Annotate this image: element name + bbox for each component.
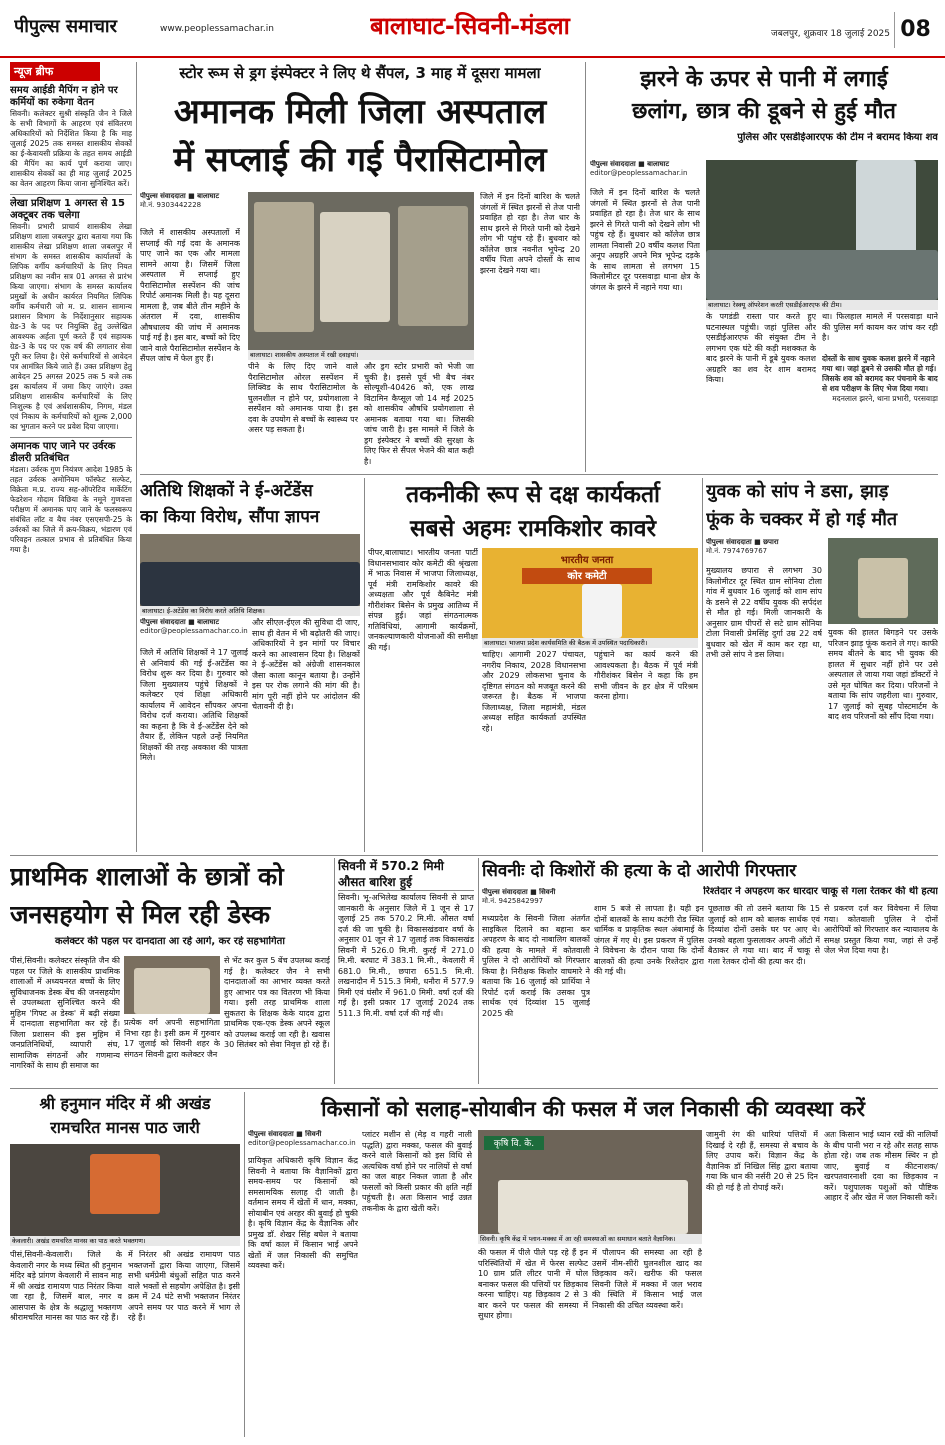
farmers-col-2: प्लांटर मशीन से (मेड़ व गहरी नाली पद्धति) द्वारा मक्का, फसल की बुवाई करने वाले किसानों को इस विधि से अत्यधिक वर्षा होने पर नालियों से वर्षा का जल बाहर निकल जाता है और फसलों को किसी प्रकार की क्षति नहीं पहुंचती है। अतः किसान भाई उन्नत तकनीक के द्वारा खेती करें। <box>362 1130 472 1213</box>
hanuman-photo <box>10 1144 240 1236</box>
hanuman-photo-caption: केवलारी। अखंड रामचरित मानस का पाठ करते भक्तगण। <box>10 1236 240 1246</box>
murder-col-3: से प्रकरण दर्ज कर विवेचना में लिया गया। कोतवाली पुलिस ने दोनों आरोपियों को गिरफ्तार कर न्यायालय के समक्ष प्रस्तुत किया गया, जहां से उन्हें जेल भेज दिया गया है। <box>824 904 938 955</box>
kawre-banner-2: कोर कमेटी <box>522 568 652 584</box>
waterfall-col-3: के पगडंडी रास्ता पार करते हुए घटनास्थल पहुंची। जहां पुलिस और एसडीईआरएफ की संयुक्त टीम ने लगभग एक घंटे की कड़ी मशक्कत के बाद झरने के पानी में डूबे युवक कलश अग्रहरि का शव देर शाम बरामद किया। <box>706 312 816 384</box>
snake-byline: पीपुल्स संवाददाता ■ छपारा मो.नं. 7974769767 <box>706 538 779 555</box>
farmers-col-6: अतः किसान भाई ध्यान रखें की नालियों के बीच पानी भरा न रहे और सतह साफ होता रहे। जब तक मौसम स्थिर न हो जाए, बुवाई व कीटनाशक/खरपतवारनाशी दवा का छिड़काव न करें। पशुपालक पशुओं को पौष्टिक आहार दें और खेत में जल निकासी करें। <box>824 1130 938 1202</box>
dateline: जबलपुर, शुक्रवार 18 जुलाई 2025 <box>771 29 890 39</box>
brand-logo: पीपुल्स समाचार <box>14 16 117 37</box>
desks-col-2: प्रत्येक वर्ग अपनी सहभागिता निभा रहा है। इसी क्रम में गुरुवार 17 जुलाई को सिवनी शहर के संगठन सिवनी द्वारा कलेक्टर जैन <box>124 1018 220 1059</box>
teachers-photo-caption: बालाघाट। ई-अटेंडेंस का विरोध करते अतिथि शिक्षक। <box>140 606 360 616</box>
divider <box>244 1092 245 1437</box>
snake-headline-1: युवक को सांप ने डसा, झाड़ <box>706 481 889 502</box>
hanuman-headline-2: रामचरित मानस पाठ जारी <box>50 1118 200 1137</box>
teachers-photo <box>140 534 360 606</box>
desks-headline-2: जनसहयोग से मिल रही डेस्क <box>10 900 271 929</box>
farmers-headline: किसानों को सलाह-सोयाबीन की फसल में जल निकासी की व्यवस्था करें <box>321 1097 865 1121</box>
farmers-photo <box>478 1130 702 1234</box>
brief-title: लेखा प्रशिक्षण 1 अगस्त से 15 अक्टूबर तक चलेगा <box>10 198 125 221</box>
waterfall-headline-1: झरने के ऊपर से पानी में लगाई <box>640 67 888 92</box>
hanuman-col-1: पीसं,सिवनी-केवलारी। जिले के केवलारी नगर के मध्य स्थित श्री हनुमान मंदिर बड़े प्रांगण केवलारी में सावन माह में श्री अखंड रामायण पाठ निरंतर किया जा रहा है, जिसमें बाल, नगर व आसपास के क्षेत्र के श्रद्धालु भक्तगण श्रीरामचरित मानस का पाठ कर रहे हैं। <box>10 1250 122 1322</box>
divider <box>10 855 938 856</box>
page-number: 08 <box>894 12 936 48</box>
divider <box>140 474 938 475</box>
lead-photo <box>248 192 474 350</box>
murder-subhead: रिश्तेदार ने अपहरण कर धारदार चाकू से गला रेतकर की थी हत्या <box>703 886 938 897</box>
murder-headline: सिवनीः दो किशोरों की हत्या के दो आरोपी गिरफ्तार <box>482 861 797 881</box>
teachers-col-1: जिले में अतिथि शिक्षकों ने 17 जुलाई से अनिवार्य की गई ई-अटेंडेंस का विरोध शुरू कर दिया है। गुरुवार को जिला मुख्यालय पहुंचे शिक्षकों ने कलेक्टर एवं शिक्षा अधिकारी कार्यालय में आवेदन सौंपकर अपना विरोध दर्ज कराया। अतिथि शिक्षकों का कहना है कि वे ई-अटेंडेंस देने को तैयार हैं, लेकिन पहले उन्हें नियमित शिक्षकों की तरह अवकाश की पात्रता मिले। <box>140 648 248 762</box>
lead-photo-caption: बालाघाट। शासकीय अस्पताल में रखी दवाइयां। <box>248 350 474 360</box>
brief-body: सिवनी। प्रभारी प्राचार्य शासकीय लेखा प्रशिक्षण शाला जबलपुर द्वारा बताया गया कि शासकीय लेखा प्रशिक्षण शाला जबलपुर में संभाग के समस्त शासकीय कार्यालयों के लिपिक वर्गीय कर्मचारियों के लिए नियत प्रशिक्षण का नवीन सत्र 01 अगस्त से प्रारंभ किया जाएगा। संभाग के समस्त कार्यालय प्रमुखों के अधीन कार्यरत नियमित लिपिक वर्गीय कर्मचारी जो म. प्र. शासन सामान्य प्रशासन विभाग के निर्देशानुसार सहायक ग्रेड-3 के पद पर नियुक्ति हेतु उल्लेखित आवश्यक अर्हता पूर्ण करते हैं एवं सहायक ग्रेड-3 के पद पर एक वर्ष की लगातार सेवा पूरी कर लिया है। ऐसे कर्मचारियों से आवेदन पत्र आमंत्रित किये जाते हैं। उक्त प्रशिक्षण हेतु आवेदन 25 अगस्त 2025 तक 5 बजे तक इस कार्यालय में जमा किए जाएंगे। उक्त प्रशिक्षण शासकीय कर्मचारियों के लिए निःशुल्क है एवं अर्धशासकीय, निगम, मंडल एवं निकाय के कर्मचारियों को शुल्क 2,000 का भुगतान करने पर प्रवेश दिया जाएगा। <box>10 222 132 431</box>
brief-body: सिवनी। कलेक्टर सुश्री संस्कृति जैन ने जिले के सभी विभागों के आहरण एवं संवितरण अधिकारियों को निर्देशित किया है कि माह जुलाई 2025 तक समस्त शासकीय सेवकों का ई-केवायसी प्रक्रिया के तहत समय आईडी की मैपिंग का कार्य पूर्ण कराया जाए। शासकीय सेवकों का ही माह जुलाई 2025 का वेतन आहरण किया जाना सुनिश्चित करें। <box>10 109 132 188</box>
murder-byline: पीपुल्स संवाददाता ■ सिवनी मो.नं. 9425842997 <box>482 888 556 905</box>
kawre-headline-2: सबसे अहमः रामकिशोर कावरे <box>410 516 656 542</box>
divider <box>334 858 335 1084</box>
snake-col-2: युवक की हालत बिगड़ने पर उसके परिजन झाड़ फूंक कराने ले गए। काफी समय बीतने के बाद भी युवक की हालत में सुधार नहीं होने पर उसे अस्पताल ले जाया गया जहां डॉक्टरों ने उसे मृत घोषित कर दिया। परिजनों ने बताया कि सांप जहरीला था। गुरुवार, 17 जुलाई को सुबह पोस्टमार्टम के बाद शव परिजनों को सौंप दिया गया। <box>828 628 938 721</box>
farmers-col-1: प्रायिकृत अधिकारी कृषि विज्ञान केंद्र सिवनी ने बताया कि वैज्ञानिकों द्वारा समय-समय पर किसानों को समसामयिक सलाह दी जाती है। वर्तमान समय में खेतों में धान, मक्का, सोयाबीन एवं अरहर की बुवाई हो चुकी है। कृषि विज्ञान केंद्र के वैज्ञानिक और प्रमुख डॉ. शेखर सिंह बघेल ने बताया कि वर्षा काल में किसान भाई अपने खेतों में जल निकासी की समुचित व्यवस्था करें। <box>248 1156 358 1270</box>
kawre-headline-1: तकनीकी रूप से दक्ष कार्यकर्ता <box>405 482 661 508</box>
byline: पीपुल्स संवाददाता ■ बालाघाट <box>140 192 219 200</box>
news-brief-label: न्यूज ब्रीफ <box>10 62 100 81</box>
teachers-col-2: और सीएल-ईएल की सुविधा दी जाए, साथ ही वेतन में भी बढ़ोतरी की जाए। अधिकारियों ने इन मांगों पर विचार करने का आश्वासन दिया है। शिक्षकों ने ई-अटेंडेंस को अंग्रेजी शासनकाल जैसा काला कानून बताया है। उन्होंने इस पर रोक लगाने की मांग की है। मांग पूरी नहीं होने पर आंदोलन की चेतावनी दी है। <box>252 618 360 711</box>
desks-headline-1: प्राथमिक शालाओं के छात्रों को <box>10 862 284 891</box>
divider <box>364 478 365 852</box>
snake-photo <box>828 538 938 624</box>
desks-col-1: पीसं,सिवनी। कलेक्टर संस्कृति जैन की पहल पर जिले के शासकीय प्राथमिक शालाओं में अध्ययनरत बच्चों के लिए सुविधाजनक डेस्क बेंच की जनसहयोग से उपलब्धता सुनिश्चित करने की मुहिम 'गिफ्ट अ डेस्क' में बढ़ी संख्या में दानदाता सहभागिता कर रहे हैं। जिला प्रशासन की इस मुहिम में जनप्रतिनिधियों, व्यापारी संघ, सामाजिक संगठनों और गणमान्य नागरिकों के साथ ही समाज का <box>10 956 120 1070</box>
brief-item <box>10 437 132 555</box>
kawre-banner: भारतीय जनता <box>560 555 614 566</box>
brief-item <box>10 194 132 432</box>
farmers-col-4: में पौलापन की समस्या आ रही है उसमें नीम-सीरी घुलनशील खाद का छिड़काव करें। खरीफ की फसल सिवनी जिले में मक्का में जल भराव की स्थिति में किसान भाई जल निकासी की उचित व्यवस्था करें। <box>592 1248 702 1310</box>
masthead <box>0 0 945 58</box>
farmers-col-5: जामुनी रंग की धारियां पत्तियों में दिखाई दे रही हैं, समस्या से बचाव के लिए उपाय करें। विज्ञान केंद्र के वैज्ञानिक डॉ निखिल सिंह द्वारा बताया गया कि धान की नर्सरी 20 से 25 दिन की हो गई है तो रोपाई करें। <box>706 1130 818 1192</box>
divider <box>702 478 703 852</box>
waterfall-headline-2: छलांग, छात्र की डूबने से हुई मौत <box>632 99 896 124</box>
lead-headline-1: अमानक मिली जिला अस्पताल <box>173 92 547 132</box>
waterfall-quote: दोस्तों के साथ युवक कलश झरने में नहाने गया था। जहां डूबने से उसकी मौत हो गई। जिसके शव को बरामद कर पंचनामे के बाद से शव परीक्षण के लिए भेज दिया गया। मदनलाल झरने, थाना प्रभारी, परसवाड़ा <box>822 354 938 403</box>
lead-col-2: पीने के लिए दिए जाने वाले पैरासिटामोल ओरल सस्पेंशन में लिक्विड के साथ पैरासिटामोल के घुलनशील न होने पर, प्रयोगशाला ने सस्पेंशन को अमानक पाया है। इस दवा के उपयोग से बच्चों के स्वास्थ्य पर असर पड़ सकता है। <box>248 362 358 434</box>
phone: मो.नं. 9303442228 <box>140 201 202 209</box>
brief-title: समय आईडी मैपिंग न होने पर कर्मियों का रुकेगा वेतन <box>10 85 118 108</box>
murder-col-2: पूछताछ की तो उसने बताया कि 15 जुलाई को शाम को बालक सार्थक एवं दिव्यांश दोनों उसके घर पर आए थे। उनको बहला फुसलाकर अपनी ऑटो में बैठाकर ले गया था। बाद में चाकू से गला रेतकर दोनों की हत्या कर दी। <box>708 904 820 966</box>
desks-subhead: कलेक्टर की पहल पर दानदाता आ रहे आगे, कर रहे सहभागिता <box>55 936 285 947</box>
hanuman-headline-1: श्री हनुमान मंदिर में श्री अखंड <box>39 1094 211 1113</box>
lead-col-1: जिले में शासकीय अस्पतालों में सप्लाई की गई दवा के अमानक पाए जाने का एक और मामला सामने आया है। जिसमें जिला अस्पताल में सप्लाई हुए पैरासिटामोल सस्पेंशन की जांच रिपोर्ट अमानक मिली है। यह दूसरा मामला है, जब बीते तीन महीने के अंतराल में दवा, शासकीय औषधालय की जांच में अमानक पाई गई है। इस बार, बच्चों को दिए जाने वाले पैरासिटामोल सस्पेंशन के सैंपल जांच में फेल हुए हैं। <box>140 228 240 363</box>
waterfall-byline: पीपुल्स संवाददाता ■ बालाघाट editor@peoplessamachar.in <box>590 160 688 177</box>
divider <box>10 1088 938 1089</box>
teachers-byline: पीपुल्स संवाददाता ■ बालाघाट editor@peoplessamachar.co.in <box>140 618 248 635</box>
divider <box>136 62 137 852</box>
divider <box>585 62 586 472</box>
snake-headline-2: फूंक के चक्कर में हो गई मौत <box>706 509 898 530</box>
teachers-headline-1: अतिथि शिक्षकों ने ई-अटेंडेंस <box>140 481 313 501</box>
farmers-byline: पीपुल्स संवाददाता ■ सिवनी editor@peoplessamachar.co.in <box>248 1130 356 1147</box>
waterfall-subhead: पुलिस और एसडीईआरएफ की टीम ने बरामद किया शव <box>737 132 938 143</box>
rain-body: सिवनी। भू-अभिलेख कार्यालय सिवनी से प्राप्त जानकारी के अनुसार जिले में 1 जून से 17 जुलाई 25 तक 570.2 मि.मी. औसत वर्षा दर्ज की जा चुकी है। विकासखंडवार वर्षा के अनुसार 01 जून से 17 जुलाई तक विकासखंड सिवनी में 526.0 मि.मी. कुरई में 271.0 मि.मी. बरघाट में 383.1 मि.मी., केवलारी में 681.0 मि.मी., छपारा 651.5 मि.मी. लखनादौन में 515.3 मिमी, धनौरा में 577.9 मिमी एवं घंसौर में 961.0 मिमी. वर्षा दर्ज की गई है। इसी प्रकार 17 जुलाई 2024 तक 511.3 मि.मी. वर्षा दर्ज की गई थी। <box>338 893 474 1018</box>
murder-col-1: शाम 5 बजे से लापता है। यही इन दोनों बालकों के साथ कटंगी रोड स्थित धार्मिक व प्राकृतिक स्थल अंबामाई के जंगल में गए थे। इस प्रकरण में पुलिस ने विवेचना के दौरान पाया कि दोनों बालकों की हत्या उनके रिश्तेदार द्वारा की गई थी। <box>594 904 704 976</box>
hanuman-col-2: में निरंतर श्री अखंड रामायण पाठ भक्तजनों द्वारा किया जाएगा, जिसमें सभी धर्मप्रेमी बंधुओं सहित पाठ करने वाले भक्तों से सहयोग अपेक्षित है। इसी क्रम में 24 घंटे सभी भक्तजन निरंतर अपने समय पर पाठ करने में भाग ले रहे हैं। <box>128 1250 240 1322</box>
kawre-col-1: पीपर,बालाघाट। भारतीय जनता पार्टी विधानसभावार कोर कमेटी की श्रृंखला में भाऊ निवास में भाजपा जिलाध्यक्ष, पूर्व मंत्री रामकिशोर कावरे की अध्यक्षता और पूर्व कैबिनेट मंत्री गौरीशंकर बिसेन के प्रमुख आतिथ्य में संपन्न हुई। जहां संगठनात्मक गतिविधियां, आगामी कार्यक्रमों, जनकल्याणकारी योजनाओं की समीक्षा की गई। <box>368 548 478 652</box>
brief-body: मंडला। उर्वरक गुण नियंत्रण आदेश 1985 के तहत उर्वरक अमोनियम फॉस्फेट सल्फेट, विक्रेता म.प्र. राज्य सह-ऑपरेटिव मार्केटिंग फेडरेशन गोदाम विछिया के नमूने गुणवत्ता परीक्षण में अमानक पाए जाने के फलस्वरूप संबंधित लॉट व बैच नंबर एसएसपी-25 के उर्वरकों का जिले में क्रय-विक्रय, भंडारण एवं परिवहन तत्काल प्रभाव से प्रतिबंधित किया गया है। <box>10 465 132 554</box>
news-brief-column <box>10 62 132 852</box>
farmers-col-3: की फसल में पीले पीले पड़ रहे हैं इन परिस्थितियों में खेत में फेरस सल्फेट 10 ग्राम प्रति लीटर पानी में घोल बनाकर फसल की पत्तियों पर छिड़काव करना चाहिए। यह छिड़काव 2 से 3 बार करने पर फसल की समस्या में सुधार होगा। <box>478 1248 588 1320</box>
waterfall-photo-caption: बालाघाट। रेस्क्यू ऑपरेशन करती एसडीईआरएफ की टीम। <box>706 300 938 310</box>
kawre-photo-caption: बालाघाट। भाजपा प्रदेश कार्यसमिति की बैठक में उपस्थित पदाधिकारी। <box>482 638 698 648</box>
kawre-col-2: चाहिए। आगामी 2027 पंचायत, नगरीय निकाय, 2028 विधानसभा और 2029 लोकसभा चुनाव के दृष्टिगत संगठन को मजबूत करने की जरूरत है। बैठक में भाजपा जिलाध्यक्ष, जिला महामंत्री, मंडल अध्यक्ष सहित कार्यकर्ता उपस्थित रहे। <box>482 650 586 733</box>
teachers-headline-2: का किया विरोध, सौंपा ज्ञापन <box>140 507 320 527</box>
kawre-col-3: पहुंचाने का कार्य करने की आवश्यकता है। बैठक में पूर्व मंत्री गौरीशंकर बिसेन ने कहा कि हम सभी जीवन के हर क्षेत्र में परिश्रम करना होगा। <box>594 650 698 701</box>
lead-byline <box>140 192 240 222</box>
rain-box <box>338 858 474 1084</box>
brief-item <box>10 85 132 189</box>
waterfall-col-4: था। फिलहाल मामले में परसवाड़ा थाने की पुलिस मर्ग कायम कर जांच कर रही है। <box>822 312 938 342</box>
kawre-photo <box>482 548 698 638</box>
divider <box>478 858 479 1084</box>
murder-col-0: मध्यप्रदेश के सिवनी जिला अंतर्गत साइकिल दिलाने का बहाना कर अपहरण के बाद दो नाबालिग बालकों की हत्या के मामले में कोतवाली पुलिस ने दो आरोपियों को गिरफ्तार किया है। निरीक्षक किशोर वाघमारे ने बताया कि 16 जुलाई को प्रार्थिया ने रिपोर्ट दर्ज कराई कि उसका पुत्र सार्थक एवं दिव्यांश 15 जुलाई 2025 की <box>482 914 590 1018</box>
farmers-banner: कृषि वि. के. <box>484 1136 544 1150</box>
snake-col-1: मुख्यालय छपारा से लगभग 30 किलोमीटर दूर स्थित ग्राम सोनिया टोला गांव में बुधवार 16 जुलाई को शाम सांप के डसने से 22 वर्षीय युवक की सर्पदंश से मौत हो गई। मिली जानकारी के अनुसार ग्राम पीपरों से सटे ग्राम सोनिया टोला निवासी प्रेमसिंह दुर्गा उम्र 22 वर्ष बुधवार को खेत में काम कर रहा था, तभी उसे सांप ने डस लिया। <box>706 566 822 659</box>
waterfall-col-1: जिले में इन दिनों बारिश के चलते जंगलों में स्थित झरनों से तेज पानी प्रवाहित हो रहा है। तेज धार के साथ झरने से गिरते पानी को देखने लोग भी पहुंच रहे हैं। बुधवार को कॉलेज छात्र लामता निवासी 20 वर्षीय कलश पिता अनूप अग्रहरि अपने मित्र भूपेन्द्र दड़के के साथ लामता से लगभग 15 किलोमीटर दूर परसवाड़ा थाना क्षेत्र के जंगल के झरने में नहाने गया था। <box>590 188 700 292</box>
desks-photo <box>124 956 220 1014</box>
lead-col-4: जिले में इन दिनों बारिश के चलते जंगलों में स्थित झरनों से तेज पानी प्रवाहित हो रहा है। तेज धार के साथ झरने से गिरते पानी को देखने लोग भी पहुंच रहे हैं। बुधवार को कॉलेज छात्र नवनीत भूपेन्द्र 20 वर्षीय पिता अपने दोस्तों के साथ झरना देखने गया था। <box>480 192 580 275</box>
lead-kicker: स्टोर रूम से ड्रग इंस्पेक्टर ने लिए थे सैंपल, 3 माह में दूसरा मामला <box>179 64 541 82</box>
farmers-photo-caption: सिवनी। कृषि केंद्र में प्लान-मक्का में आ रही समस्याओं का समाधान बताते वैज्ञानिक। <box>478 1234 702 1244</box>
rain-headline-1: सिवनी में 570.2 मिमी <box>338 859 444 873</box>
lead-col-3: और ड्रग स्टोर प्रभारी को भेजी जा चुकी है। इससे पूर्व भी बैच नंबर सोल्यूशी-40426 को, एक लाख विटामिन कैप्सूल जो 14 मई 2025 को शासकीय औषधि प्रयोगशाला से अमानक बताया गया था। जिसकी जांच जारी है। इस मामले में जिले के ड्रग इंस्पेक्टर ने बच्चों की सुरक्षा के लिए फिर से सैंपल भेजने की बात कही है। <box>364 362 474 466</box>
brief-title: अमानक पाए जाने पर उर्वरक डीलरी प्रतिबंधित <box>10 441 116 464</box>
website: www.peoplessamachar.in <box>160 24 274 34</box>
rain-headline-2: औसत बारिश हुई <box>338 874 474 891</box>
region-title: बालाघाट-सिवनी-मंडला <box>370 12 570 40</box>
lead-headline-2: में सप्लाई की गई पैरासिटामोल <box>173 140 547 180</box>
desks-col-3: से भेंट कर कुल 5 बेंच उपलब्ध कराई गई है। कलेक्टर जैन ने सभी दानदाताओं का आभार व्यक्त करते हुए आभार पत्र का वितरण भी किया गया। इसी तरह प्राथमिक शाला सुकतरा के शिक्षक केके यादव द्वारा प्राथमिक एक-एक डेस्क अपने स्कूल को उपलब्ध कराई जा रही है। खवास 30 सितंबर को सेवा निवृत्त हो रहे हैं। <box>224 956 330 1049</box>
waterfall-photo <box>706 160 938 300</box>
